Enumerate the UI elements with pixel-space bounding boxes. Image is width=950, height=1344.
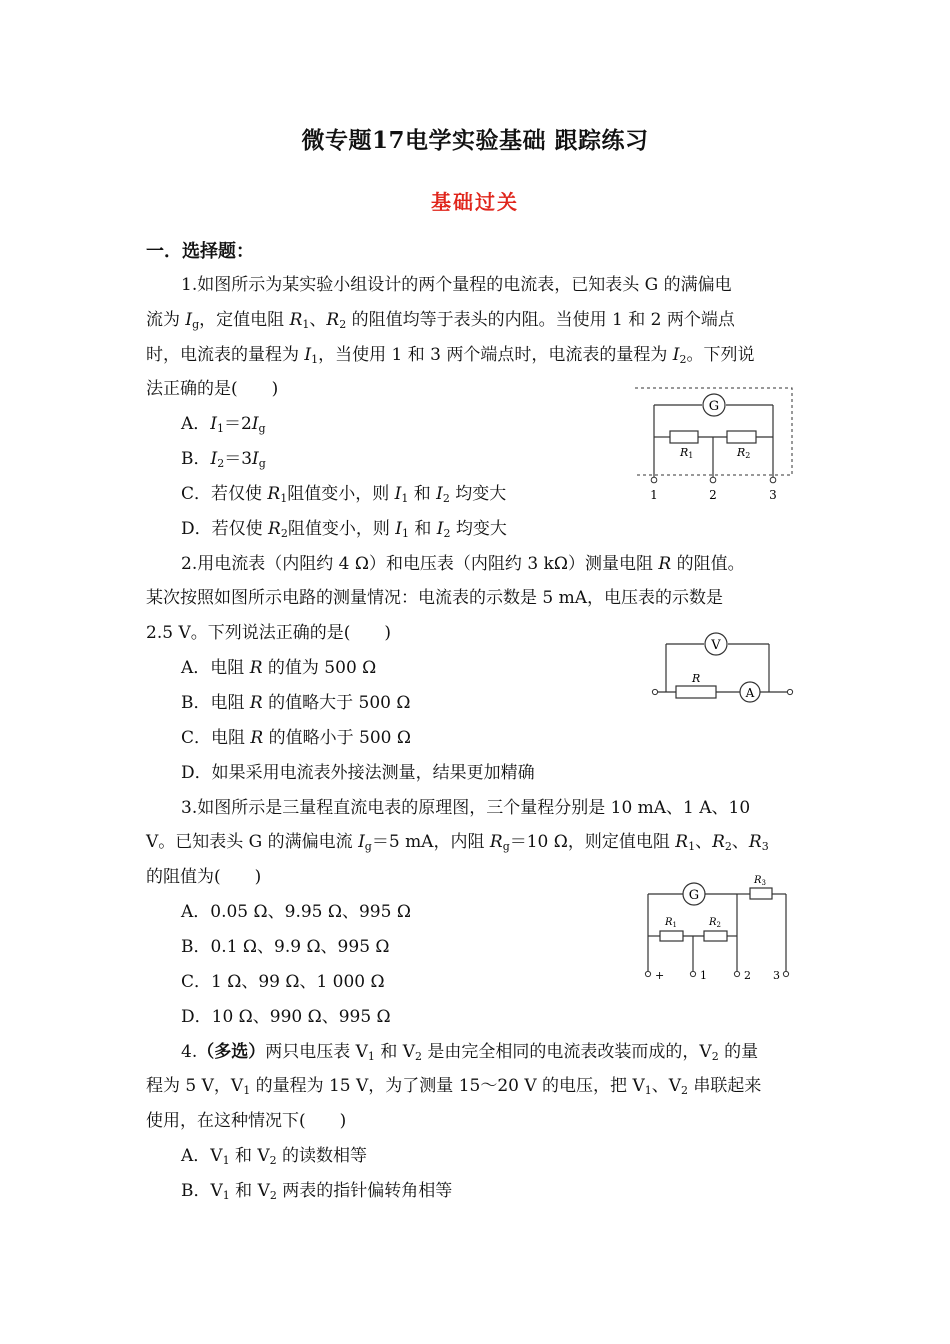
terminal-3 [783, 971, 788, 976]
terminal-2 [734, 971, 739, 976]
terminal-1-label: 1 [700, 969, 707, 982]
terminal-1 [651, 477, 657, 483]
terminal-3-label: 3 [769, 488, 777, 502]
q1-line-3: 时，电流表的量程为 $I_1$，当使用 1 和 3 两个端点时，电流表的量程为 $I_2$。下列说 [146, 345, 755, 366]
q1-option-b: B．$I_2=3I_g$ [181, 449, 266, 470]
q2-option-b: B．电阻 R 的值略大于 500 Ω [181, 693, 411, 713]
resistor-r2-symbol [727, 431, 756, 443]
q3-circuit-diagram [640, 870, 800, 990]
q4-line-3: 使用，在这种情况下( ) [146, 1111, 347, 1131]
resistor-r3-label: $R_3$ [754, 875, 766, 887]
q1-line-4: 法正确的是( ) [146, 379, 279, 399]
q3-option-b: B．0.1 Ω、9.9 Ω、995 Ω [181, 937, 390, 957]
q4-option-b: B．$V_1$ 和 $V_2$ 两表的指针偏转角相等 [181, 1181, 453, 1202]
document-title: 微专题17电学实验基础 跟踪练习 [301, 127, 649, 154]
resistor-r1-symbol [670, 431, 698, 443]
q1-option-d: D．若仅使 $R_2$阻值变小，则 $I_1$ 和 $I_2$ 均变大 [181, 519, 507, 540]
terminal-2 [710, 477, 716, 483]
resistor-r-symbol [676, 686, 716, 698]
voltmeter-label: V [711, 638, 721, 653]
q1-option-a: A．$I_1=2I_g$ [181, 414, 266, 435]
q3-option-a: A．0.05 Ω、9.95 Ω、995 Ω [181, 902, 411, 922]
q1-line-1: 1.如图所示为某实验小组设计的两个量程的电流表，已知表头 G 的满偏电 [181, 275, 732, 295]
q2-line-2: 某次按照如图所示电路的测量情况：电流表的示数是 5 mA，电压表的示数是 [146, 588, 724, 608]
q2-option-a: A．电阻 R 的值为 500 Ω [181, 658, 377, 678]
q1-circuit-diagram [630, 385, 800, 509]
q3-line-2: V。已知表头 G 的满偏电流 $I_g=5$ mA，内阻 $R_g=10$ Ω，则定值电阻 $R_1$、$R_2$、$R_3$ [146, 832, 769, 853]
q3-line-3: 的阻值为( ) [146, 867, 262, 887]
resistor-r3-symbol [750, 888, 772, 899]
q2-line-1: 2.用电流表（内阻约 4 Ω）和电压表（内阻约 3 kΩ）测量电阻 R 的阻值。 [181, 554, 745, 574]
resistor-r1-symbol [660, 931, 683, 941]
section-subtitle: 基础过关 [431, 190, 519, 214]
q4-line-1: 4.（多选）两只电压表 $V_1$ 和 $V_2$ 是由完全相同的电流表改装而成的，$V_2$ 的量 [181, 1042, 759, 1063]
terminal-1-label: 1 [650, 488, 658, 502]
galvanometer-label: G [708, 399, 720, 414]
q2-option-d: D．如果采用电流表外接法测量，结果更加精确 [181, 763, 535, 783]
terminal-3 [770, 477, 776, 483]
terminal-3-label: 3 [773, 969, 780, 982]
terminal-right [787, 689, 792, 694]
q2-line-3: 2.5 V。下列说法正确的是( ) [146, 623, 391, 643]
q3-option-d: D．10 Ω、990 Ω、995 Ω [181, 1007, 391, 1027]
q2-option-c: C．电阻 R 的值略小于 500 Ω [181, 728, 411, 748]
q3-option-c: C．1 Ω、99 Ω、1 000 Ω [181, 972, 385, 992]
q2-circuit-diagram [648, 630, 798, 710]
ammeter-label: A [745, 686, 755, 700]
q3-line-1: 3.如图所示是三量程直流电表的原理图，三个量程分别是 10 mA、1 A、10 [181, 798, 751, 818]
q4-line-2: 程为 5 V，$V_1$ 的量程为 15 V，为了测量 15～20 V 的电压，把 $V_1$、$V_2$ 串联起来 [146, 1076, 762, 1097]
terminal-left [652, 689, 657, 694]
resistor-r-label: R [692, 672, 701, 685]
q4-option-a: A．$V_1$ 和 $V_2$ 的读数相等 [181, 1146, 368, 1167]
resistor-r1-label: R1 [680, 446, 694, 460]
resistor-r2-label: $R_2$ [709, 917, 721, 929]
terminal-2-label: 2 [709, 488, 717, 502]
terminal-2-label: 2 [744, 969, 751, 982]
terminal-plus-label: + [655, 969, 665, 982]
terminal-1 [690, 971, 695, 976]
terminal-plus [645, 971, 650, 976]
section-heading: 一．选择题： [146, 241, 254, 262]
resistor-r2-label: R2 [737, 446, 751, 460]
resistor-r1-label: $R_1$ [665, 917, 677, 929]
resistor-r2-symbol [704, 931, 727, 941]
galvanometer-label: G [688, 888, 700, 903]
q1-line-2: 流为 $I_g$，定值电阻 $R_1$、$R_2$ 的阻值均等于表头的内阻。当使用 1 和 2 两个端点 [146, 310, 735, 331]
q1-option-c: C．若仅使 $R_1$阻值变小，则 $I_1$ 和 $I_2$ 均变大 [181, 484, 507, 505]
